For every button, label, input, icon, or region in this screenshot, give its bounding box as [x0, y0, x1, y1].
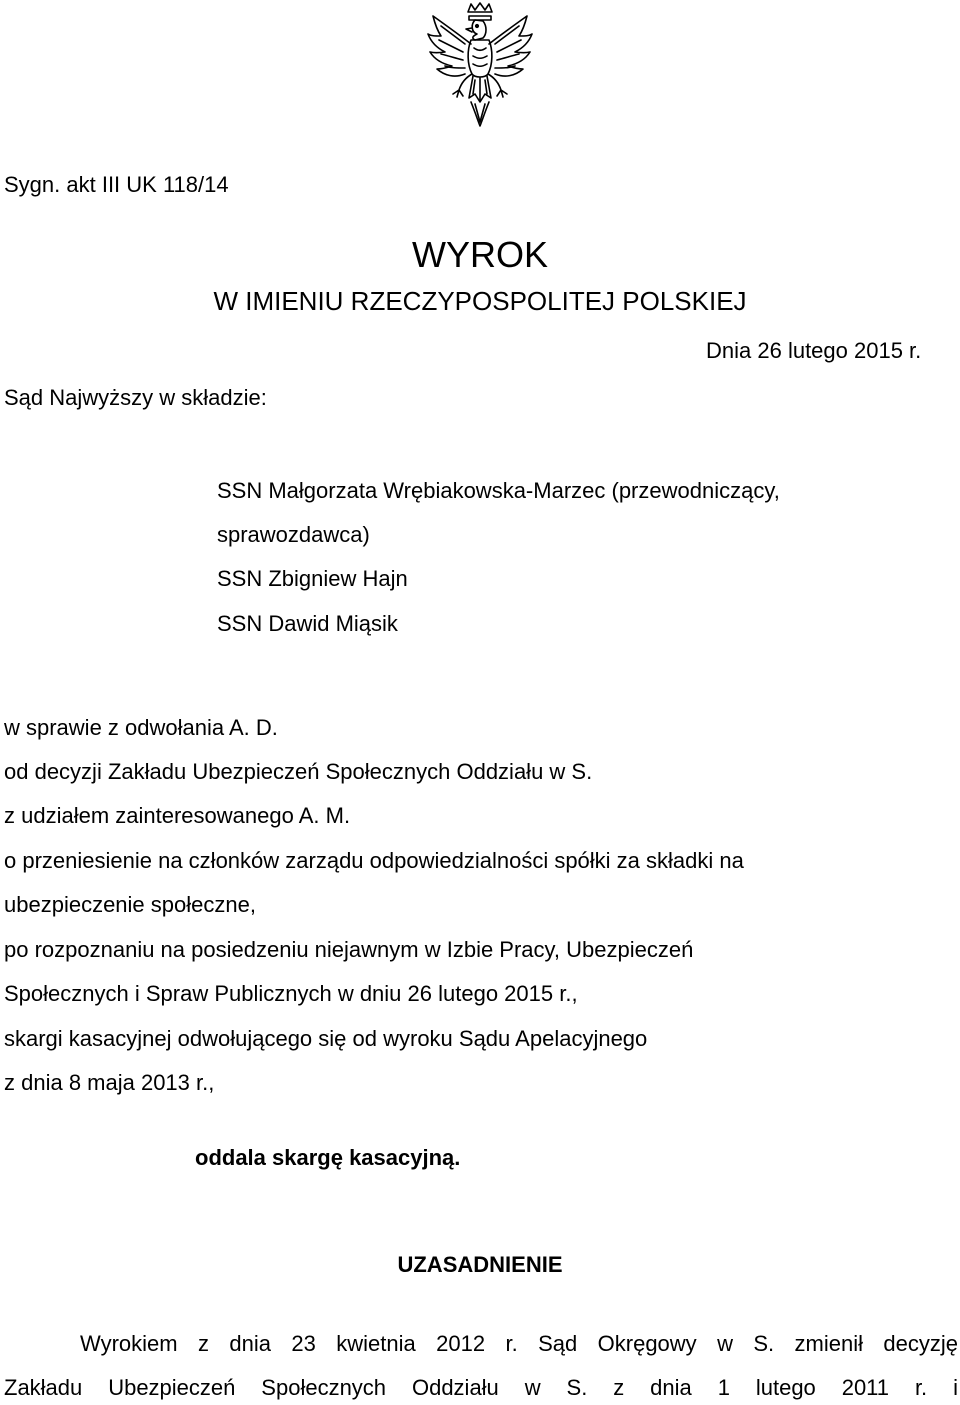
panel-member: SSN Małgorzata Wrębiakowska-Marzec (przewodniczący,	[217, 478, 780, 503]
case-line: o przeniesienie na członków zarządu odpowiedzialności spółki za składki na	[4, 848, 744, 873]
panel-member: SSN Zbigniew Hajn	[217, 566, 408, 591]
page-subtitle: W IMIENIU RZECZYPOSPOLITEJ POLSKIEJ	[213, 286, 747, 316]
case-line: skargi kasacyjnej odwołującego się od wyroku Sądu Apelacyjnego	[4, 1026, 648, 1051]
case-line: z dnia 8 maja 2013 r.,	[4, 1070, 215, 1095]
judgment-date: Dnia 26 lutego 2015 r.	[706, 338, 922, 363]
case-line: Społecznych i Spraw Publicznych w dniu 26 lutego 2015 r.,	[4, 981, 578, 1006]
court-composition-label: Sąd Najwyższy w składzie:	[4, 385, 267, 410]
justification-line: Zakładu Ubezpieczeń Społecznych Oddziału w S. z dnia 1 lutego 2011 r. i	[4, 1375, 958, 1400]
case-line: w sprawie z odwołania A. D.	[4, 715, 278, 740]
verdict: oddala skargę kasacyjną.	[195, 1145, 461, 1170]
panel-member: SSN Dawid Miąsik	[217, 611, 398, 636]
case-line: od decyzji Zakładu Ubezpieczeń Społecznych Oddziału w S.	[4, 759, 593, 784]
case-number: Sygn. akt III UK 118/14	[4, 172, 229, 197]
justification-line: Wyrokiem z dnia 23 kwietnia 2012 r. Sąd Okręgowy w S. zmienił decyzję	[80, 1331, 958, 1356]
case-line: po rozpoznaniu na posiedzeniu niejawnym w Izbie Pracy, Ubezpieczeń	[4, 937, 694, 962]
panel-member: sprawozdawca)	[217, 522, 370, 547]
justification-heading: UZASADNIENIE	[397, 1252, 563, 1277]
case-line: z udziałem zainteresowanego A. M.	[4, 803, 351, 828]
page-title: WYROK	[411, 234, 548, 275]
polish-eagle-emblem-icon	[425, 2, 535, 130]
case-line: ubezpieczenie społeczne,	[4, 892, 256, 917]
